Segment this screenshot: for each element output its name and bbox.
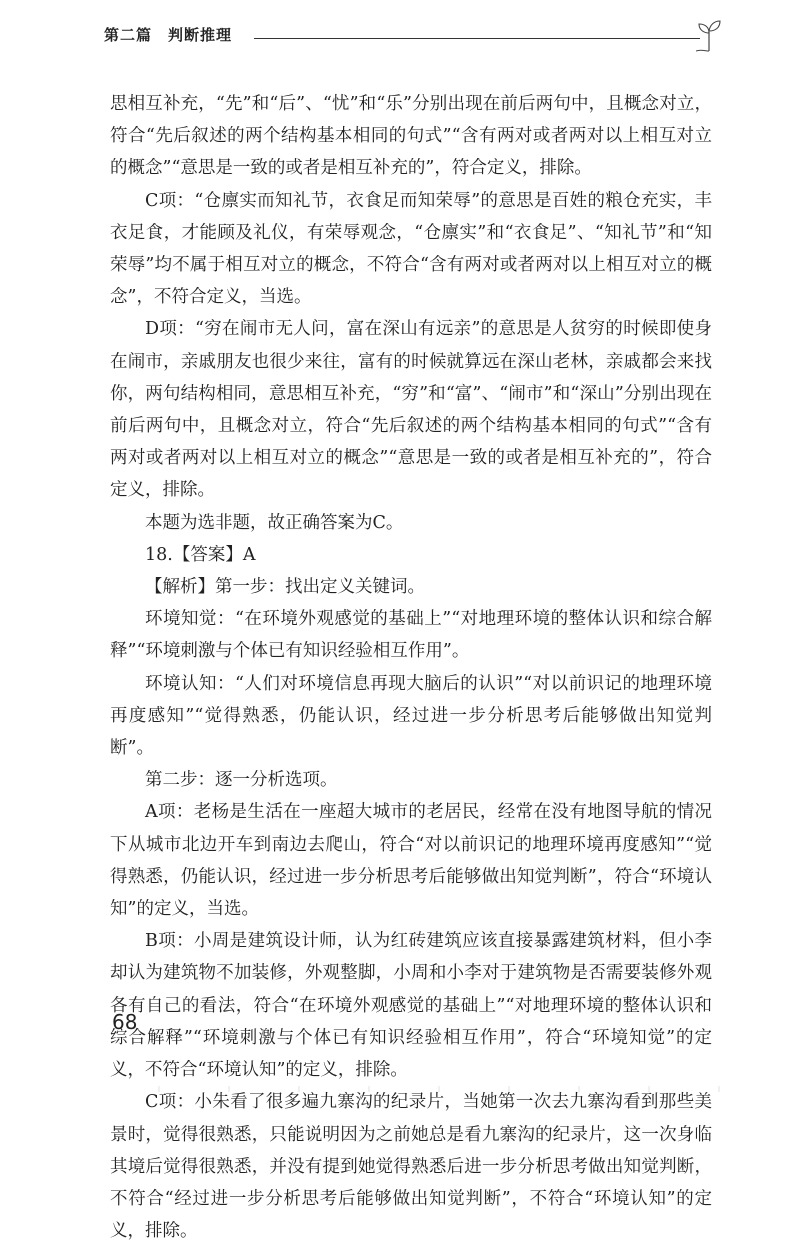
running-header <box>104 20 724 52</box>
paragraph-option-c2: C项：小朱看了很多遍九寨沟的纪录片，当她第一次去九寨沟看到那些美景时，觉得很熟悉，只能说明因为之前她总是看九寨沟的纪录片，这一次身临其境后觉得很熟悉，并没有提到她觉得熟悉后进一步分析思考做出知觉判断，不符合“经过进一步分析思考后能够做出知觉判断”，不符合“环境认知”的定义，排除。 <box>110 1092 712 1242</box>
section-title: 第二篇 判断推理 <box>104 26 233 44</box>
paragraph-option-b: B项：小周是建筑设计师，认为红砖建筑应该直接暴露建筑材料，但小李却认为建筑物不加装修，外观整脚，小周和小李对于建筑物是否需要装修外观各有自己的看法，符合“在环境外观感觉的基础上”“对地理环境的整体认识和综合解释”“环境刺激与个体已有知识经验相互作用”，符合“环境知觉”的定义，不符合“环境认知”的定义，排除。 <box>110 931 712 1081</box>
analysis-step-two: 第二步：逐一分析选项。 <box>145 770 338 791</box>
page-body <box>110 88 712 1247</box>
header-rule <box>254 38 700 39</box>
definition-environment-cognition: 环境认知：“人们对环境信息再现大脑后的认识”“对以前识记的地理环境再度感知”“觉得熟悉，仍能认识，经过进一步分析思考后能够做出知觉判断”。 <box>110 673 712 759</box>
scan-artifact <box>120 1086 720 1092</box>
definition-environment-perception: 环境知觉：“在环境外观感觉的基础上”“对地理环境的整体认识和综合解释”“环境刺激与个体已有知识经验相互作用”。 <box>110 609 712 662</box>
analysis-step-one: 【解析】第一步：找出定义关键词。 <box>145 577 425 598</box>
answer-heading: 18.【答案】A <box>145 544 256 565</box>
paragraph-option-c: C项：“仓廪实而知礼节，衣食足而知荣辱”的意思是百姓的粮仓充实，丰衣足食，才能顾及礼仪，有荣辱观念，“仓廪实”和“衣食足”、“知礼节”和“知荣辱”均不属于相互对立的概念，不符合“含有两对或者两对以上相互对立的概念”，不符合定义，当选。 <box>110 190 712 308</box>
paragraph-option-d: D项：“穷在闹市无人问，富在深山有远亲”的意思是人贫穷的时候即使身在闹市，亲戚朋友也很少来往，富有的时候就算远在深山老林，亲戚都会来找你，两句结构相同，意思相互补充，“穷”和“富”、“闹市”和“深山”分别出现在前后两句中，且概念对立，符合“先后叙述的两个结构基本相同的句式”“含有两对或者两对以上相互对立的概念”“意思是一致的或者是相互补充的”，符合定义，排除。 <box>110 319 712 501</box>
paragraph-continuation: 思相互补充，“先”和“后”、“忧”和“乐”分别出现在前后两句中，且概念对立，符合“先后叙述的两个结构基本相同的句式”“含有两对或者两对以上相互对立的概念”“意思是一致的或者是相互补充的”，符合定义，排除。 <box>110 94 712 179</box>
paragraph-option-a: A项：老杨是生活在一座超大城市的老居民，经常在没有地图导航的情况下从城市北边开车到南边去爬山，符合“对以前识记的地理环境再度感知”“觉得熟悉，仍能认识，经过进一步分析思考后能够做出知觉判断”，符合“环境认知”的定义，当选。 <box>110 802 712 920</box>
paragraph-conclusion: 本题为选非题，故正确答案为C。 <box>145 512 404 533</box>
page-number: 68 <box>112 1010 138 1034</box>
sprout-icon <box>696 18 722 52</box>
